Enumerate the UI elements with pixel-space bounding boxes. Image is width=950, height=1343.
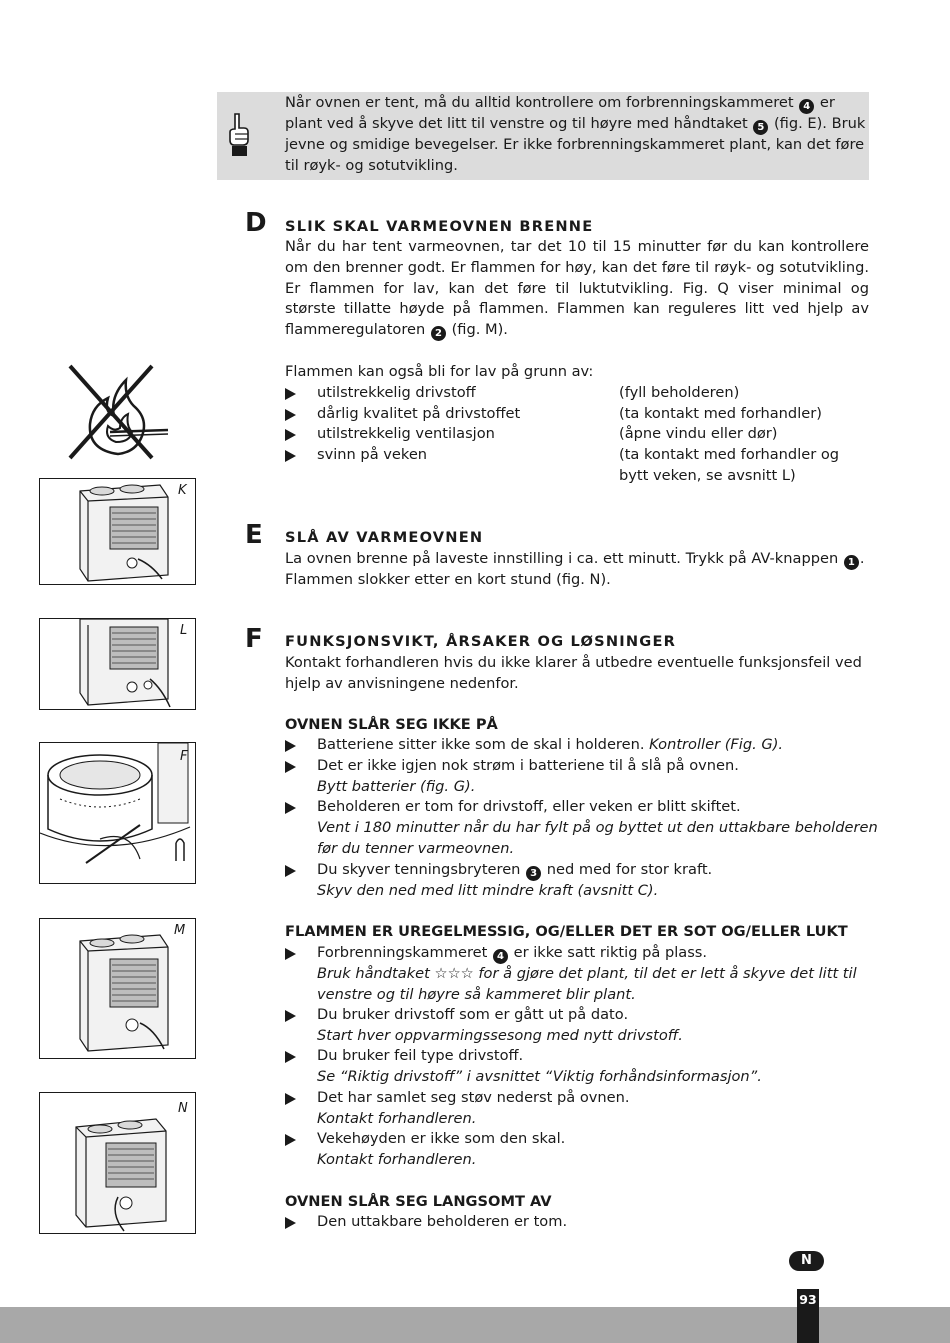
- section-letter-e: E: [245, 520, 263, 550]
- ref-marker: 1: [844, 555, 859, 570]
- bullet-arrow-icon: [285, 429, 296, 441]
- bullet-arrow-icon: [285, 948, 296, 960]
- section-d-paragraph: Når du har tent varmeovnen, tar det 10 til 15 minutter før du kan kontrollere om den brenner godt. Er flammen for høy, kan det føre til røyk- og sotutvikling. Er flammen for lav, kan det føre til luktutvikling. Fig. Q viser minimal og største tillatte høyde på flammen. Flammen kan reguleres litt ved hjelp av flammeregulatoren 2 (fig. M).: [285, 238, 869, 340]
- ref-marker: 2: [431, 326, 446, 341]
- pointing-hand-icon: [226, 112, 252, 158]
- problem-item: Vekehøyden er ikke som den skal. Kontakt forhandleren.: [285, 1129, 875, 1171]
- bullet-arrow-icon: [285, 1093, 296, 1105]
- figure-l: [39, 618, 196, 710]
- problem-item: Batteriene sitter ikke som de skal i holderen. Kontroller (Fig. G).: [285, 735, 875, 756]
- heater-illustration: [40, 619, 195, 709]
- ref-marker: 3: [526, 866, 541, 881]
- section-f-paragraph: Kontakt forhandleren hvis du ikke klarer å utbedre eventuelle funksjonsfeil ved hjelp av anvisningene nedenfor.: [285, 654, 862, 692]
- figure-label: K: [178, 483, 187, 498]
- cause-row: svinn på veken (ta kontakt med forhandler og bytt veken, se avsnitt L): [285, 445, 875, 487]
- warning-note-box: [217, 92, 869, 180]
- subheading-slow-shutdown: OVNEN SLÅR SEG LANGSOMT AV: [285, 1193, 552, 1210]
- problem-item: Du skyver tenningsbryteren 3 ned med for stor kraft. Skyv den ned med litt mindre kraft (avsnitt C).: [285, 860, 875, 902]
- problem-item: Beholderen er tom for drivstoff, eller veken er blitt skiftet. Vent i 180 minutter når du har fylt på og byttet ut den uttakbare beholderen før du tenner varmeovnen.: [285, 797, 875, 860]
- section-d-heading: SLIK SKAL VARMEOVNEN BRENNE: [285, 218, 594, 235]
- no-fire-icon: [64, 362, 172, 462]
- problem-item: Det har samlet seg støv nederst på ovnen. Kontakt forhandleren.: [285, 1088, 875, 1130]
- bullet-arrow-icon: [285, 409, 296, 421]
- language-badge: N: [789, 1251, 824, 1271]
- problem-item: Forbrenningskammeret 4 er ikke satt riktig på plass. Bruk håndtaket ☆☆☆ for å gjøre det plant, til det er lett å skyve det litt til venstre og til høyre så kammeret blir plant.: [285, 943, 875, 1006]
- bullet-arrow-icon: [285, 1134, 296, 1146]
- heater-illustration: [40, 1093, 195, 1233]
- problem-item: Det er ikke igjen nok strøm i batteriene til å slå på ovnen. Bytt batterier (fig. G).: [285, 756, 875, 798]
- problem-item: Du bruker feil type drivstoff. Se “Riktig drivstoff” i avsnittet “Viktig forhåndsinformasjon”.: [285, 1046, 875, 1088]
- section-letter-d: D: [245, 208, 267, 238]
- bullet-arrow-icon: [285, 450, 296, 462]
- section-e-paragraph: La ovnen brenne på laveste innstilling i ca. ett minutt. Trykk på AV-knappen 1 . Flammen slokker etter en kort stund (fig. N).: [285, 550, 865, 588]
- ref-marker: 4: [493, 949, 508, 964]
- figure-label: N: [178, 1101, 188, 1116]
- heater-illustration: [40, 919, 195, 1058]
- bullet-arrow-icon: [285, 802, 296, 814]
- bullet-arrow-icon: [285, 865, 296, 877]
- cause-row: utilstrekkelig drivstoff (fyll beholderen): [285, 383, 875, 404]
- cause-row: dårlig kvalitet på drivstoffet (ta kontakt med forhandler): [285, 404, 875, 425]
- bullet-arrow-icon: [285, 1010, 296, 1022]
- figure-f: [39, 742, 196, 884]
- figure-n: [39, 1092, 196, 1234]
- handle-stars-icon: ☆☆☆: [434, 965, 474, 982]
- bullet-arrow-icon: [285, 388, 296, 400]
- bullet-arrow-icon: [285, 1051, 296, 1063]
- page-number: 93: [797, 1289, 819, 1343]
- section-f-heading: FUNKSJONSVIKT, ÅRSAKER OG LØSNINGER: [285, 633, 677, 650]
- figure-k: [39, 478, 196, 585]
- bullet-arrow-icon: [285, 761, 296, 773]
- note-text: Når ovnen er tent, må du alltid kontrollere om forbrenningskammeret 4 er plant ved å skyve det litt til venstre og til høyre med håndtaket 5 (fig. E). Bruk jevne og smidige bevegelser. Er ikke forbrenningskammeret plant, kan det føre til røyk- og sotutvikling.: [285, 94, 866, 174]
- figure-m: [39, 918, 196, 1059]
- figure-label: M: [174, 923, 186, 938]
- subheading-irregular-flame: FLAMMEN ER UREGELMESSIG, OG/ELLER DET ER SOT OG/ELLER LUKT: [285, 923, 848, 940]
- ref-marker: 5: [753, 120, 768, 135]
- subheading-no-start: OVNEN SLÅR SEG IKKE PÅ: [285, 716, 498, 733]
- ref-marker: 4: [799, 99, 814, 114]
- heater-illustration: [40, 479, 195, 584]
- cause-row: utilstrekkelig ventilasjon (åpne vindu eller dør): [285, 424, 875, 445]
- bullet-arrow-icon: [285, 740, 296, 752]
- burner-illustration: [40, 743, 195, 883]
- section-d-intro: Flammen kan også bli for lav på grunn av:: [285, 363, 594, 380]
- figure-label: F: [180, 749, 188, 764]
- problem-item: Du bruker drivstoff som er gått ut på dato. Start hver oppvarmingssesong med nytt drivstoff.: [285, 1005, 875, 1047]
- section-e-heading: SLÅ AV VARMEOVNEN: [285, 529, 484, 546]
- problem-item: Den uttakbare beholderen er tom.: [285, 1212, 875, 1233]
- figure-label: L: [180, 623, 188, 638]
- bullet-arrow-icon: [285, 1217, 296, 1229]
- section-letter-f: F: [245, 624, 263, 654]
